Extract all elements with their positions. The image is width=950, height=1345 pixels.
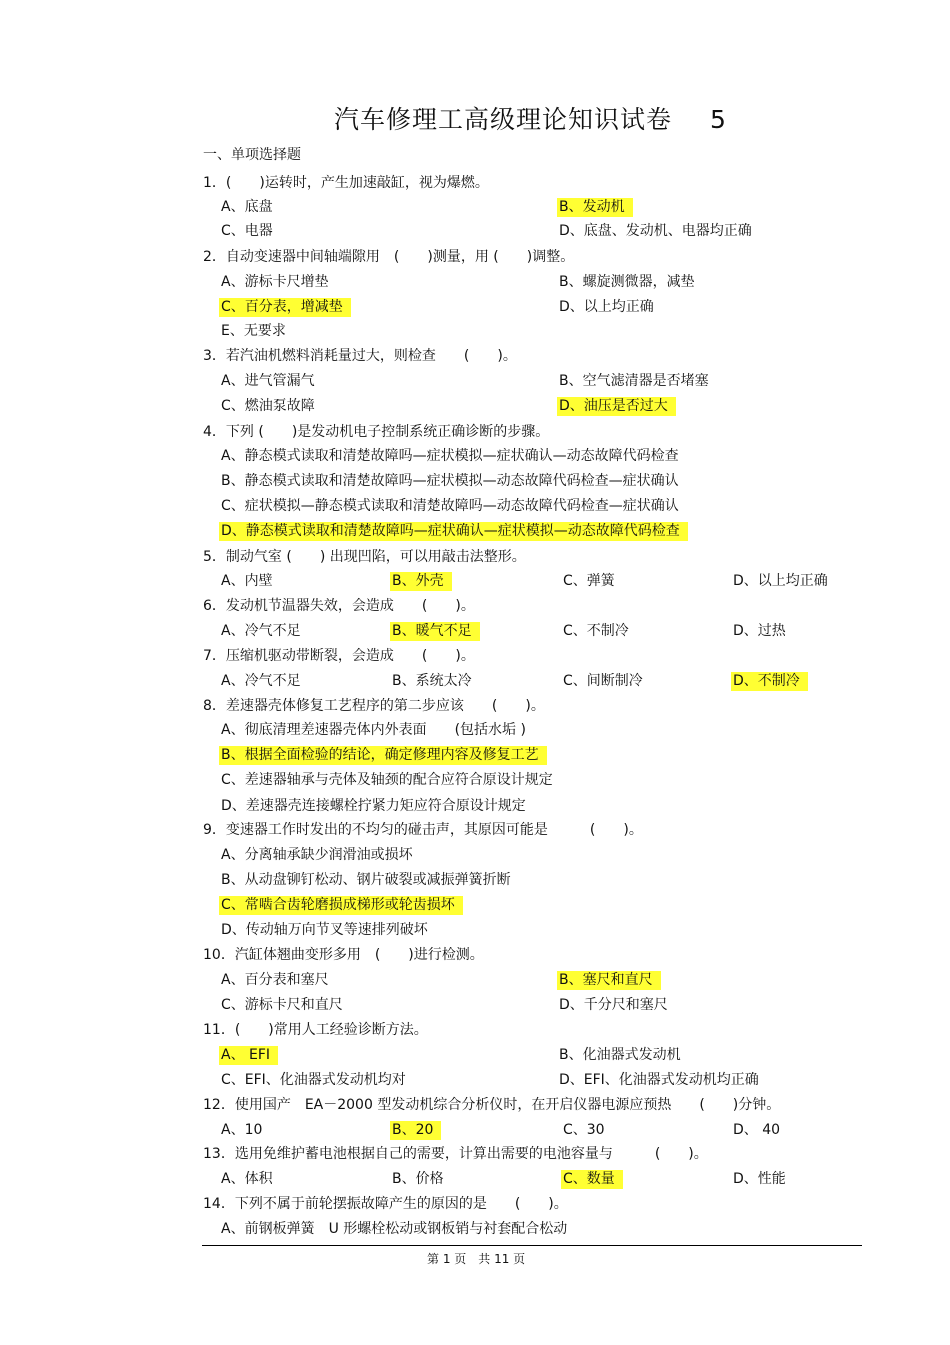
option-text: A、前钢板弹簧 U 形螺栓松动或钢板销与衬套配合松动 <box>221 1221 568 1237</box>
answer-option <box>559 1071 759 1089</box>
option-text: D、 40 <box>733 1122 781 1138</box>
answer-option <box>221 447 679 465</box>
option-text: A、静态模式读取和清楚故障吗—症状模拟—症状确认—动态故障代码检查 <box>221 448 679 464</box>
answer-option <box>221 1071 406 1089</box>
option-text: D、传动轴万向节叉等速排列破坏 <box>221 922 428 938</box>
option-text: A、体积 <box>221 1171 273 1187</box>
answer-option <box>221 846 413 864</box>
answer-option <box>221 1046 278 1064</box>
option-text: C、燃油泵故障 <box>221 398 315 414</box>
question-stem: 3．若汽油机燃料消耗量过大，则检查 ( )。 <box>203 348 517 364</box>
option-text: C、不制冷 <box>563 623 629 639</box>
highlighted-answer: B、20 <box>390 1121 441 1140</box>
question-stem: 6．发动机节温器失效，会造成 ( )。 <box>203 598 475 614</box>
answer-option <box>733 622 786 640</box>
highlighted-answer: B、根据全面检验的结论，确定修理内容及修复工艺 <box>219 746 547 765</box>
answer-option <box>221 1121 262 1139</box>
question-stem: 5．制动气室 ( ) 出现凹陷，可以用敲击法整形。 <box>203 549 526 565</box>
option-text: B、螺旋测微器，减垫 <box>559 274 695 290</box>
option-text: A、游标卡尺增垫 <box>221 274 329 290</box>
answer-option <box>563 622 629 640</box>
answer-option <box>559 372 709 390</box>
answer-option <box>221 771 553 789</box>
answer-option <box>559 971 661 989</box>
answer-option <box>221 222 273 240</box>
highlighted-answer: D、静态模式读取和清楚故障吗—症状确认—症状模拟—动态故障代码检查 <box>219 522 688 541</box>
highlighted-answer: B、塞尺和直尺 <box>557 971 661 990</box>
answer-option <box>559 1046 681 1064</box>
answer-option <box>563 672 643 690</box>
answer-option <box>221 522 688 540</box>
answer-option <box>559 198 633 216</box>
answer-option <box>559 996 668 1014</box>
option-text: D、差速器壳连接螺栓拧紧力矩应符合原设计规定 <box>221 798 526 814</box>
option-text: B、化油器式发动机 <box>559 1047 681 1063</box>
option-text: D、千分尺和塞尺 <box>559 997 668 1013</box>
answer-option <box>392 672 472 690</box>
option-text: B、系统太冷 <box>392 673 472 689</box>
option-text: C、30 <box>563 1122 605 1138</box>
highlighted-answer: C、数量 <box>561 1170 623 1189</box>
option-text: A、进气管漏气 <box>221 373 315 389</box>
question-stem: 10．汽缸体翘曲变形多用 ( )进行检测。 <box>203 947 484 963</box>
answer-option <box>221 298 351 316</box>
answer-option <box>221 1170 273 1188</box>
highlighted-answer: B、暖气不足 <box>390 622 480 641</box>
answer-option <box>221 921 428 939</box>
answer-option <box>221 622 301 640</box>
question-stem: 7．压缩机驱动带断裂，会造成 ( )。 <box>203 648 475 664</box>
answer-option <box>221 397 315 415</box>
option-text: B、空气滤清器是否堵塞 <box>559 373 709 389</box>
answer-option <box>733 1170 786 1188</box>
highlighted-answer: B、发动机 <box>557 198 633 217</box>
answer-option <box>563 1121 605 1139</box>
title-number: 5 <box>710 105 727 134</box>
option-text: D、底盘、发动机、电器均正确 <box>559 223 752 239</box>
answer-option <box>221 497 679 515</box>
highlighted-answer: A、 EFI <box>219 1046 278 1065</box>
answer-option <box>559 222 752 240</box>
answer-option <box>221 996 343 1014</box>
option-text: A、冷气不足 <box>221 623 301 639</box>
answer-option <box>221 198 273 216</box>
footer-divider <box>202 1245 862 1246</box>
option-text: A、分离轴承缺少润滑油或损坏 <box>221 847 413 863</box>
answer-option <box>559 298 654 316</box>
question-stem: 2．自动变速器中间轴端隙用 ( )测量，用 ( )调整。 <box>203 249 575 265</box>
title-text: 汽车修理工高级理论知识试卷 <box>334 105 673 134</box>
answer-option <box>559 397 676 415</box>
answer-option <box>221 971 329 989</box>
answer-option <box>392 1170 444 1188</box>
answer-option <box>221 1220 567 1238</box>
question-stem: 9．变速器工作时发出的不均匀的碰击声，其原因可能是 ( )。 <box>203 822 643 838</box>
answer-option <box>563 1170 623 1188</box>
option-text: D、过热 <box>733 623 786 639</box>
answer-option <box>221 896 463 914</box>
option-text: C、EFI、化油器式发动机均对 <box>221 1072 406 1088</box>
answer-option <box>221 797 526 815</box>
answer-option <box>221 672 301 690</box>
option-text: D、EFI、化油器式发动机均正确 <box>559 1072 759 1088</box>
option-text: D、性能 <box>733 1171 786 1187</box>
page-title <box>334 100 727 136</box>
option-text: C、弹簧 <box>563 573 615 589</box>
answer-option <box>221 746 547 764</box>
question-stem: 1．( )运转时，产生加速敲缸，视为爆燃。 <box>203 175 489 191</box>
answer-option <box>221 322 286 340</box>
option-text: A、百分表和塞尺 <box>221 972 329 988</box>
option-text: C、差速器轴承与壳体及轴颈的配合应符合原设计规定 <box>221 772 553 788</box>
highlighted-answer: C、百分表，增减垫 <box>219 298 351 317</box>
question-stem: 11．( )常用人工经验诊断方法。 <box>203 1022 428 1038</box>
answer-option <box>221 871 511 889</box>
option-text: D、以上均正确 <box>559 299 654 315</box>
answer-option <box>221 572 273 590</box>
option-text: D、以上均正确 <box>733 573 828 589</box>
answer-option <box>221 721 526 739</box>
question-stem: 14．下列不属于前轮摆振故障产生的原因的是 ( )。 <box>203 1196 568 1212</box>
option-text: C、游标卡尺和直尺 <box>221 997 343 1013</box>
option-text: E、无要求 <box>221 323 286 339</box>
section-heading: 一、单项选择题 <box>203 147 301 163</box>
answer-option <box>559 273 695 291</box>
option-text: A、底盘 <box>221 199 273 215</box>
option-text: A、内壁 <box>221 573 273 589</box>
answer-option <box>392 572 452 590</box>
question-stem: 12．使用国产 EA－2000 型发动机综合分析仪时，在开启仪器电源应预热 ( )分钟。 <box>203 1097 781 1113</box>
page-footer: 第 1 页 共 11 页 <box>427 1252 526 1266</box>
answer-option <box>563 572 615 590</box>
option-text: C、电器 <box>221 223 273 239</box>
option-text: C、症状模拟—静态模式读取和清楚故障吗—动态故障代码检查—症状确认 <box>221 498 679 514</box>
answer-option <box>392 1121 441 1139</box>
question-stem: 13．选用免维护蓄电池根据自己的需要，计算出需要的电池容量与 ( )。 <box>203 1146 708 1162</box>
answer-option <box>733 1121 780 1139</box>
answer-option <box>221 472 679 490</box>
question-stem: 4．下列 ( )是发动机电子控制系统正确诊断的步骤。 <box>203 424 550 440</box>
answer-option <box>392 622 480 640</box>
answer-option <box>221 372 315 390</box>
option-text: A、冷气不足 <box>221 673 301 689</box>
answer-option <box>733 572 828 590</box>
option-text: B、从动盘铆钉松动、钢片破裂或减振弹簧折断 <box>221 872 511 888</box>
option-text: A、10 <box>221 1122 263 1138</box>
option-text: B、价格 <box>392 1171 444 1187</box>
answer-option <box>221 273 329 291</box>
option-text: A、彻底清理差速器壳体内外表面 (包括水垢 ) <box>221 722 526 738</box>
option-text: B、静态模式读取和清楚故障吗—症状模拟—动态故障代码检查—症状确认 <box>221 473 679 489</box>
option-text: C、间断制冷 <box>563 673 643 689</box>
highlighted-answer: D、不制冷 <box>731 672 808 691</box>
answer-option <box>733 672 808 690</box>
question-stem: 8．差速器壳体修复工艺程序的第二步应该 ( )。 <box>203 698 545 714</box>
highlighted-answer: C、常啮合齿轮磨损成梯形或轮齿损坏 <box>219 896 463 915</box>
highlighted-answer: B、外壳 <box>390 572 452 591</box>
highlighted-answer: D、油压是否过大 <box>557 397 676 416</box>
